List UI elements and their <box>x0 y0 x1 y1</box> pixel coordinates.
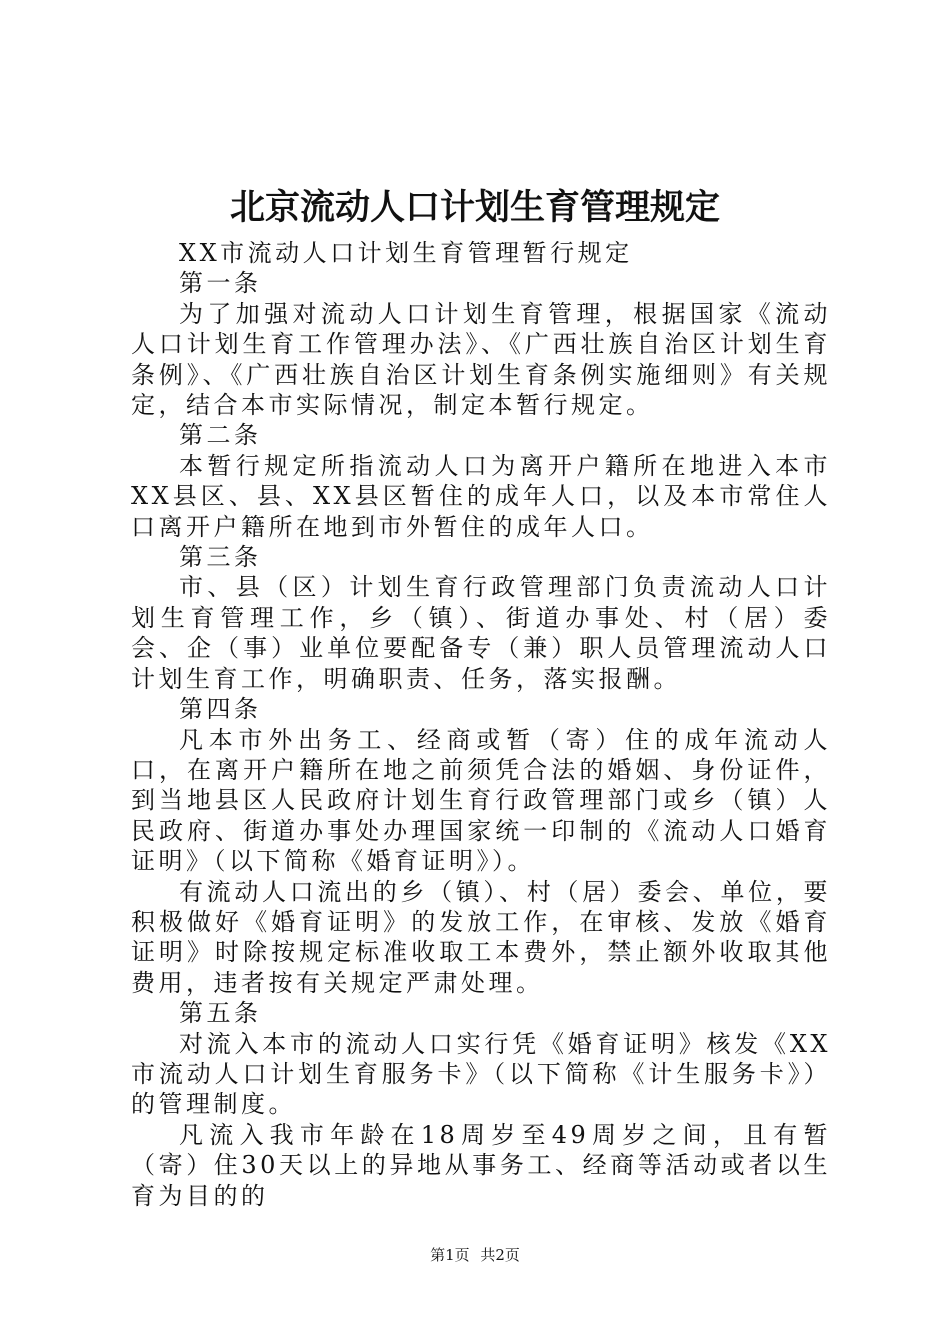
page-number: 第1页 <box>430 1246 470 1264</box>
body-paragraph: 为了加强对流动人口计划生育管理，根据国家《流动人口计划生育工作管理办法》、《广西壮族自治区计划生育条例》、《广西壮族自治区计划生育条例实施细则》有关规定，结合本市实际情况，制定本暂行规定。 <box>131 299 831 420</box>
page-total: 共2页 <box>480 1246 520 1264</box>
body-paragraph: 本暂行规定所指流动人口为离开户籍所在地进入本市XX县区、县、XX县区暂住的成年人口，以及本市常住人口离开户籍所在地到市外暂住的成年人口。 <box>131 451 831 541</box>
body-paragraph: 有流动人口流出的乡（镇）、村（居）委会、单位，要积极做好《婚育证明》的发放工作，在审核、发放《婚育证明》时除按规定标准收取工本费外，禁止额外收取其他费用，违者按有关规定严肃处理。 <box>131 877 831 997</box>
article-heading: 第一条 <box>179 269 262 298</box>
body-paragraph: 凡本市外出务工、经商或暂（寄）住的成年流动人口，在离开户籍所在地之前须凭合法的婚姻、身份证件，到当地县区人民政府计划生育行政管理部门或乡（镇）人民政府、街道办事处办理国家统一印制的《流动人口婚育证明》（以下简称《婚育证明》）。 <box>131 725 831 876</box>
article-heading: 第四条 <box>179 695 262 724</box>
subtitle-line: XX市流动人口计划生育管理暂行规定 <box>179 239 633 267</box>
article-heading: 第三条 <box>179 543 262 572</box>
document-body <box>131 238 831 1211</box>
body-paragraph: 对流入本市的流动人口实行凭《婚育证明》核发《XX市流动人口计划生育服务卡》（以下简称《计生服务卡》）的管理制度。 <box>131 1029 831 1119</box>
body-paragraph: 凡流入我市年龄在18周岁至49周岁之间，且有暂（寄）住30天以上的异地从事务工、经商等活动或者以生育为目的的 <box>131 1120 831 1210</box>
page-footer <box>0 1245 950 1265</box>
body-paragraph: 市、县（区）计划生育行政管理部门负责流动人口计划生育管理工作，乡（镇）、街道办事处、村（居）委会、企（事）业单位要配备专（兼）职人员管理流动人口计划生育工作，明确职责、任务，落实报酬。 <box>131 573 831 693</box>
article-heading: 第五条 <box>179 999 262 1028</box>
article-heading: 第二条 <box>179 421 262 450</box>
document-title: 北京流动人口计划生育管理规定 <box>229 187 720 228</box>
